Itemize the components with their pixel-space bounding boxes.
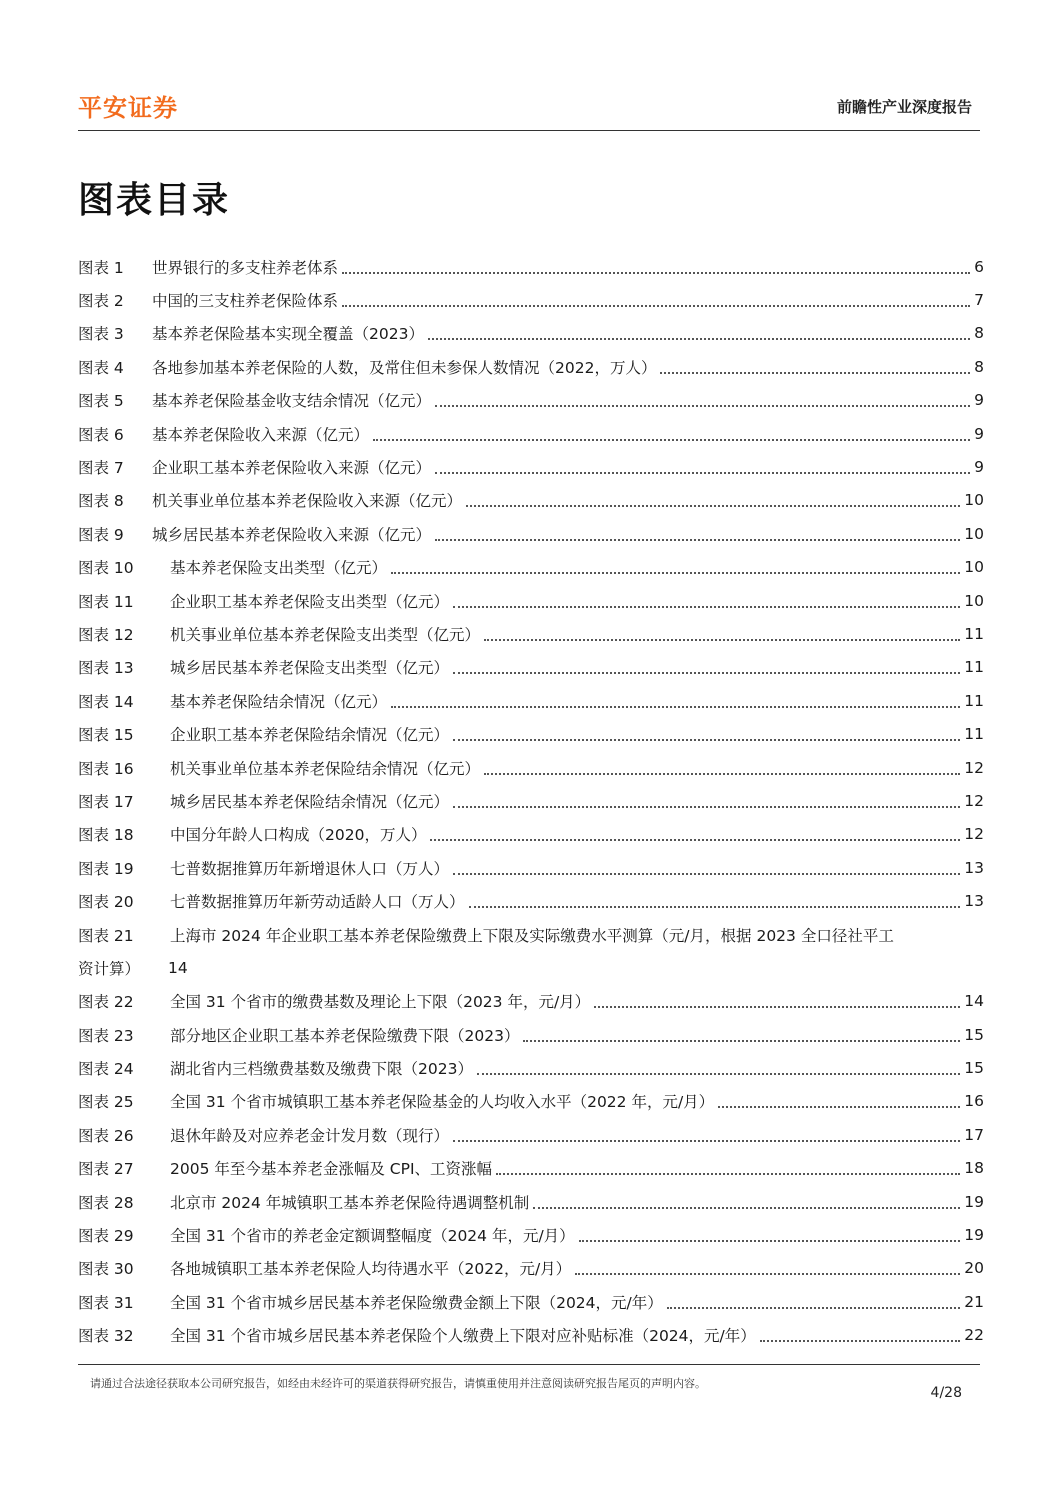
toc-entry-page: 10 bbox=[964, 558, 984, 577]
page-header bbox=[78, 84, 980, 131]
toc-leader-dots bbox=[760, 1340, 961, 1342]
toc-entry[interactable] bbox=[78, 517, 984, 550]
toc-entry-title: 全国 31 个省市城乡居民基本养老保险缴费金额上下限（2024，元/年） bbox=[170, 1293, 663, 1312]
toc-entry-label: 图表 6 bbox=[78, 425, 124, 444]
toc-leader-dots bbox=[523, 1040, 960, 1042]
toc-leader-dots bbox=[575, 1273, 960, 1275]
toc-entry-title: 城乡居民基本养老保险收入来源（亿元） bbox=[152, 525, 432, 544]
toc-entry-page: 11 bbox=[964, 658, 984, 677]
toc-entry-label: 图表 9 bbox=[78, 525, 124, 544]
toc-leader-dots bbox=[342, 305, 970, 307]
toc-leader-dots bbox=[718, 1106, 960, 1108]
toc-leader-dots bbox=[660, 372, 970, 374]
toc-entry-title: 中国的三支柱养老保险体系 bbox=[152, 292, 339, 311]
toc-entry-title: 基本养老保险支出类型（亿元） bbox=[170, 559, 388, 578]
toc-entry[interactable] bbox=[78, 417, 984, 450]
toc-leader-dots bbox=[428, 338, 970, 340]
toc-entry-title: 机关事业单位基本养老保险收入来源（亿元） bbox=[152, 492, 463, 511]
toc-entry-title: 2005 年至今基本养老金涨幅及 CPI、工资涨幅 bbox=[170, 1160, 493, 1179]
toc-leader-dots bbox=[477, 1073, 960, 1075]
toc-leader-dots bbox=[453, 873, 960, 875]
toc-leader-dots bbox=[667, 1307, 961, 1309]
toc-entry[interactable] bbox=[78, 1218, 984, 1251]
toc-entry-title: 各地参加基本养老保险的人数，及常住但未参保人数情况（2022，万人） bbox=[152, 358, 657, 377]
toc-entry[interactable] bbox=[78, 1051, 984, 1084]
toc-entry-page: 12 bbox=[964, 758, 984, 777]
toc-entry[interactable] bbox=[78, 350, 984, 383]
toc-entry-label: 图表 21 bbox=[78, 926, 134, 945]
toc-entry-label: 图表 32 bbox=[78, 1327, 134, 1346]
toc-entry-label: 图表 28 bbox=[78, 1193, 134, 1212]
toc-leader-dots bbox=[496, 1173, 960, 1175]
table-of-figures bbox=[78, 250, 984, 1352]
toc-entry-title: 城乡居民基本养老保险支出类型（亿元） bbox=[170, 659, 450, 678]
toc-entry-label: 图表 1 bbox=[78, 258, 124, 277]
toc-entry-page: 20 bbox=[964, 1259, 984, 1278]
toc-entry-page: 10 bbox=[964, 491, 984, 510]
toc-entry-page: 9 bbox=[974, 424, 984, 443]
toc-leader-dots bbox=[453, 1140, 960, 1142]
toc-entry-title: 机关事业单位基本养老保险支出类型（亿元） bbox=[170, 625, 481, 644]
toc-entry-title: 北京市 2024 年城镇职工基本养老保险待遇调整机制 bbox=[170, 1193, 530, 1212]
page-footer bbox=[78, 1364, 980, 1401]
page-title: 图表目录 bbox=[78, 180, 231, 221]
toc-entry-label: 图表 4 bbox=[78, 358, 124, 377]
toc-entry-page: 16 bbox=[964, 1092, 984, 1111]
toc-entry-label: 图表 8 bbox=[78, 492, 124, 511]
toc-entry-label: 图表 12 bbox=[78, 625, 134, 644]
toc-entry-label: 图表 22 bbox=[78, 993, 134, 1012]
toc-entry[interactable] bbox=[78, 684, 984, 717]
toc-entry[interactable] bbox=[78, 450, 984, 483]
toc-entry[interactable] bbox=[78, 1185, 984, 1218]
toc-entry-page: 8 bbox=[974, 324, 984, 343]
toc-entry-continuation[interactable] bbox=[78, 951, 984, 984]
toc-entry-title: 基本养老保险结余情况（亿元） bbox=[170, 692, 388, 711]
toc-leader-dots bbox=[435, 472, 970, 474]
toc-entry-label: 图表 17 bbox=[78, 792, 134, 811]
toc-entry[interactable] bbox=[78, 717, 984, 750]
toc-leader-dots bbox=[594, 1006, 960, 1008]
toc-entry-title: 基本养老保险收入来源（亿元） bbox=[152, 425, 370, 444]
toc-entry-title-continued: 资计算） bbox=[78, 959, 141, 978]
toc-entry[interactable] bbox=[78, 851, 984, 884]
toc-entry-title: 全国 31 个省市城镇职工基本养老保险基金的人均收入水平（2022 年，元/月） bbox=[170, 1093, 715, 1112]
toc-entry[interactable] bbox=[78, 317, 984, 350]
toc-entry-page: 14 bbox=[168, 958, 188, 977]
toc-entry-label: 图表 19 bbox=[78, 859, 134, 878]
toc-entry[interactable] bbox=[78, 617, 984, 650]
toc-entry-page: 13 bbox=[964, 858, 984, 877]
toc-entry-page: 10 bbox=[964, 524, 984, 543]
toc-entry-label: 图表 13 bbox=[78, 659, 134, 678]
toc-leader-dots bbox=[435, 539, 960, 541]
toc-entry[interactable] bbox=[78, 985, 984, 1018]
toc-entry-label: 图表 25 bbox=[78, 1093, 134, 1112]
toc-entry-label: 图表 14 bbox=[78, 692, 134, 711]
toc-entry-page: 11 bbox=[964, 725, 984, 744]
toc-entry-page: 21 bbox=[964, 1292, 984, 1311]
toc-leader-dots bbox=[430, 839, 960, 841]
toc-entry[interactable] bbox=[78, 484, 984, 517]
toc-entry-label: 图表 3 bbox=[78, 325, 124, 344]
toc-entry-title: 城乡居民基本养老保险结余情况（亿元） bbox=[170, 792, 450, 811]
toc-entry-page: 15 bbox=[964, 1025, 984, 1044]
toc-entry-title: 企业职工基本养老保险结余情况（亿元） bbox=[170, 726, 450, 745]
toc-entry[interactable] bbox=[78, 784, 984, 817]
toc-leader-dots bbox=[373, 439, 970, 441]
toc-entry-label: 图表 30 bbox=[78, 1260, 134, 1279]
toc-entry-label: 图表 18 bbox=[78, 826, 134, 845]
toc-entry-page: 8 bbox=[974, 357, 984, 376]
toc-entry[interactable] bbox=[78, 1319, 984, 1352]
toc-entry-title: 企业职工基本养老保险收入来源（亿元） bbox=[152, 459, 432, 478]
toc-leader-dots bbox=[579, 1240, 961, 1242]
toc-entry[interactable] bbox=[78, 1285, 984, 1318]
page-number: 4/28 bbox=[930, 1385, 962, 1401]
toc-entry-label: 图表 29 bbox=[78, 1227, 134, 1246]
toc-entry-title: 全国 31 个省市的缴费基数及理论上下限（2023 年，元/月） bbox=[170, 993, 591, 1012]
toc-entry-title: 全国 31 个省市的养老金定额调整幅度（2024 年，元/月） bbox=[170, 1227, 575, 1246]
toc-entry[interactable] bbox=[78, 250, 984, 283]
toc-entry-label: 图表 5 bbox=[78, 392, 124, 411]
toc-entry[interactable] bbox=[78, 1252, 984, 1285]
toc-entry[interactable] bbox=[78, 751, 984, 784]
toc-entry-label: 图表 10 bbox=[78, 559, 134, 578]
toc-entry-label: 图表 27 bbox=[78, 1160, 134, 1179]
toc-entry-title: 退休年龄及对应养老金计发月数（现行） bbox=[170, 1126, 450, 1145]
toc-entry[interactable] bbox=[78, 1152, 984, 1185]
toc-leader-dots bbox=[342, 272, 970, 274]
toc-entry-page: 9 bbox=[974, 391, 984, 410]
toc-entry-page: 9 bbox=[974, 458, 984, 477]
toc-entry-page: 13 bbox=[964, 892, 984, 911]
toc-leader-dots bbox=[484, 639, 960, 641]
toc-entry-page: 12 bbox=[964, 825, 984, 844]
toc-entry-title: 企业职工基本养老保险支出类型（亿元） bbox=[170, 592, 450, 611]
toc-entry-label: 图表 31 bbox=[78, 1293, 134, 1312]
toc-entry[interactable] bbox=[78, 384, 984, 417]
toc-entry-title: 全国 31 个省市城乡居民基本养老保险个人缴费上下限对应补贴标准（2024，元/年） bbox=[170, 1327, 756, 1346]
toc-entry-page: 18 bbox=[964, 1159, 984, 1178]
toc-entry-title: 上海市 2024 年企业职工基本养老保险缴费上下限及实际缴费水平测算（元/月，根据 2023 全口径社平工 bbox=[170, 926, 894, 945]
toc-entry-title: 七普数据推算历年新劳动适龄人口（万人） bbox=[170, 893, 465, 912]
toc-entry-page: 12 bbox=[964, 791, 984, 810]
toc-entry-title: 部分地区企业职工基本养老保险缴费下限（2023） bbox=[170, 1026, 520, 1045]
toc-entry[interactable] bbox=[78, 1018, 984, 1051]
toc-entry[interactable] bbox=[78, 884, 984, 917]
toc-entry-label: 图表 15 bbox=[78, 726, 134, 745]
toc-entry-label: 图表 23 bbox=[78, 1026, 134, 1045]
toc-entry-page: 22 bbox=[964, 1326, 984, 1345]
toc-entry[interactable] bbox=[78, 283, 984, 316]
toc-entry-title: 机关事业单位基本养老保险结余情况（亿元） bbox=[170, 759, 481, 778]
toc-entry-title: 七普数据推算历年新增退休人口（万人） bbox=[170, 859, 450, 878]
toc-entry-title: 世界银行的多支柱养老体系 bbox=[152, 258, 339, 277]
toc-entry[interactable] bbox=[78, 651, 984, 684]
toc-entry[interactable] bbox=[78, 584, 984, 617]
toc-leader-dots bbox=[453, 806, 960, 808]
toc-leader-dots bbox=[484, 773, 960, 775]
toc-entry-page: 15 bbox=[964, 1059, 984, 1078]
toc-leader-dots bbox=[469, 906, 961, 908]
toc-entry-label: 图表 7 bbox=[78, 459, 124, 478]
toc-leader-dots bbox=[533, 1207, 960, 1209]
company-logo: 平安证券 bbox=[78, 94, 178, 122]
toc-entry-label: 图表 26 bbox=[78, 1126, 134, 1145]
toc-entry-title: 基本养老保险基金收支结余情况（亿元） bbox=[152, 392, 432, 411]
toc-entry-page: 19 bbox=[964, 1226, 984, 1245]
toc-entry-page: 10 bbox=[964, 591, 984, 610]
toc-entry-title: 中国分年龄人口构成（2020，万人） bbox=[170, 826, 427, 845]
toc-entry-page: 7 bbox=[974, 291, 984, 310]
disclaimer: 请通过合法途径获取本公司研究报告，如经由未经许可的渠道获得研究报告，请慎重使用并注意阅读研究报告尾页的声明内容。 bbox=[90, 1377, 706, 1390]
toc-entry[interactable] bbox=[78, 1085, 984, 1118]
toc-entry-title: 各地城镇职工基本养老保险人均待遇水平（2022，元/月） bbox=[170, 1260, 572, 1279]
toc-entry[interactable] bbox=[78, 1118, 984, 1151]
toc-leader-dots bbox=[391, 572, 960, 574]
toc-entry-label: 图表 20 bbox=[78, 893, 134, 912]
toc-entry-page: 14 bbox=[964, 992, 984, 1011]
toc-leader-dots bbox=[453, 672, 960, 674]
toc-entry-page: 11 bbox=[964, 691, 984, 710]
toc-leader-dots bbox=[435, 405, 970, 407]
toc-leader-dots bbox=[466, 505, 960, 507]
toc-entry-label: 图表 2 bbox=[78, 292, 124, 311]
toc-entry-page: 11 bbox=[964, 624, 984, 643]
toc-entry-page: 17 bbox=[964, 1125, 984, 1144]
toc-entry-label: 图表 16 bbox=[78, 759, 134, 778]
toc-entry-title: 湖北省内三档缴费基数及缴费下限（2023） bbox=[170, 1060, 473, 1079]
toc-entry[interactable] bbox=[78, 551, 984, 584]
toc-entry-page: 6 bbox=[974, 257, 984, 276]
toc-entry[interactable] bbox=[78, 918, 984, 951]
toc-leader-dots bbox=[453, 739, 960, 741]
toc-entry-title: 基本养老保险基本实现全覆盖（2023） bbox=[152, 325, 424, 344]
toc-entry-label: 图表 11 bbox=[78, 592, 134, 611]
toc-entry-page: 19 bbox=[964, 1192, 984, 1211]
toc-leader-dots bbox=[453, 606, 960, 608]
toc-entry-label: 图表 24 bbox=[78, 1060, 134, 1079]
toc-entry[interactable] bbox=[78, 818, 984, 851]
report-type: 前瞻性产业深度报告 bbox=[836, 98, 972, 116]
toc-leader-dots bbox=[391, 706, 960, 708]
